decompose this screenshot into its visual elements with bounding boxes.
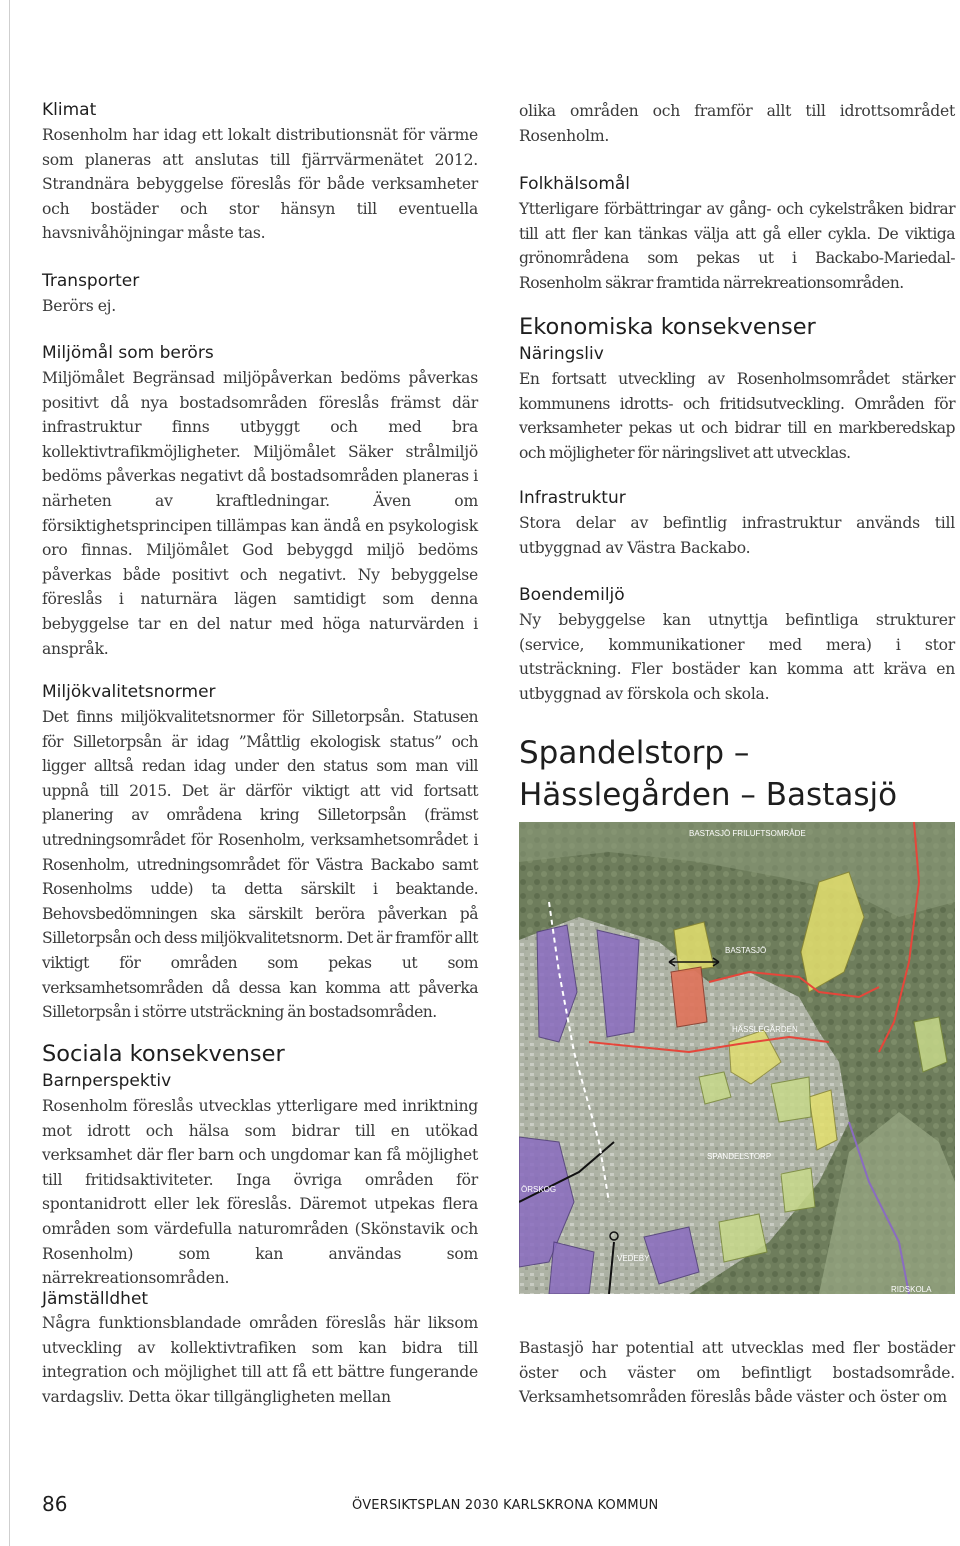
map-area-purple-4 — [549, 1242, 594, 1294]
text-bastasjo: Bastasjö har potential att utvecklas med fler bostäder öster och väster om befintligt bostadsområde. Verksamhetsområden föreslås både väster och öster om — [519, 1339, 955, 1407]
map-area-green-5 — [781, 1168, 815, 1212]
heading-infrastruktur: Infrastruktur — [519, 488, 626, 508]
map-label-hasslegarden: HÄSSLEGÅRDEN — [732, 1025, 798, 1034]
page-number: 86 — [42, 1492, 68, 1516]
map-label-friluftsomrade: BASTASJÖ FRILUFTSOMRÅDE — [689, 829, 806, 838]
text-klimat: Rosenholm har idag ett lokalt distributionsnät för värme som planeras att anslutas till fjärrvärmenätet 2012. Strandnära bebyggelse föreslås för både verksamheter och bostäder och stor hänsyn till eventuella havsnivåhöjningar måste tas. — [42, 126, 478, 243]
heading-ekonomiska-konsekvenser: Ekonomiska konsekvenser — [519, 314, 816, 340]
map-label-spandelstorp: SPANDELSTORP — [707, 1152, 772, 1161]
text-barnperspektiv: Rosenholm föreslås utvecklas ytterligare med inriktning mot idrott och hälsa som bidrar till en utökad verksamhet där fler barn och ungdomar kan få möjlighet till fritidsaktiviteter. Inga övriga områden för spontanidrott eller lek föreslås. Däremot utpekas flera områden som värdefulla naturområden (Skönstavik och Rosenholm) som kan användas som närrekreationsområden. — [42, 1097, 478, 1288]
text-infrastruktur: Stora delar av befintlig infrastruktur används till utbyggnad av Västra Backabo. — [519, 514, 955, 557]
heading-miljokvalitetsnormer: Miljökvalitetsnormer — [42, 682, 216, 702]
heading-sociala-konsekvenser: Sociala konsekvenser — [42, 1041, 285, 1067]
text-miljokvalitetsnormer: Det finns miljökvalitetsnormer för Silletorpsån. Statusen för Silletorpsån är idag ”Måttlig ekologisk status” och ligger alltså redan idag under den status som man vill uppnå till 2015. Det är därför viktigt att vid fortsatt planering av områdena kring Silletorpsån (främst utredningsområdet för Rosenholm, verksamhetsområdet i Rosenholm, utredningsområdet för Västra Backabo samt Rosenholms udde) ta detta särskilt i beaktande. Behovsbedömningen ska särskilt beröra påverkan på Silletorpsån och dess miljökvalitetsnorm. Det är framför allt viktigt för områden som pekas ut som verksamhetsområden då dessa kan komma att påverka Silletorpsån i större utsträckning än bostadsområden. — [42, 708, 478, 1022]
text-jamstalldhet: Några funktionsblandade områden föreslås här liksom utveckling av kollektivtrafiken som kan bidra till integration och möjlighet till att få ett bättre fungerande vardagsliv. Detta ökar tillgängligheten mellan — [42, 1314, 478, 1406]
heading-klimat: Klimat — [42, 100, 97, 120]
heading-jamstalldhet: Jämställdhet — [42, 1289, 149, 1309]
map-label-orskog: ÖRSKOG — [521, 1185, 557, 1194]
map-label-bastasjo: BASTASJÖ — [725, 946, 767, 955]
text-naringsliv: En fortsatt utveckling av Rosenholmsområdet stärker kommunens idrotts- och fritidsutveckling. Områden för verksamheter pekas ut och bidrar till en markberedskap och möjligheter för näringslivet att utvecklas. — [519, 370, 955, 462]
heading-boendemiljo: Boendemiljö — [519, 585, 625, 605]
section-title-spandelstorp: Spandelstorp – Hässlegården – Bastasjö — [519, 735, 898, 813]
page-edge-line — [9, 0, 10, 1546]
heading-folkhalsomal: Folkhälsomål — [519, 174, 631, 194]
map-label-vedeby: VEDEBY — [617, 1254, 650, 1263]
map-label-ridskola: RIDSKOLA — [891, 1285, 932, 1294]
heading-transporter: Transporter — [42, 271, 140, 291]
area-map — [519, 822, 955, 1294]
footer-title: ÖVERSIKTSPLAN 2030 KARLSKRONA KOMMUN — [352, 1498, 659, 1513]
text-folkhalsomal: Ytterligare förbättringar av gång- och cykelstråken bidrar till att fler kan tänkas välja att gå eller cykla. De viktiga grönområdena som pekas ut i Backabo-Mariedal-Rosenholm säkrar framtida närrekreationsområden. — [519, 200, 955, 292]
subheading-barnperspektiv: Barnperspektiv — [42, 1071, 172, 1091]
text-miljomal: Miljömålet Begränsad miljöpåverkan bedöms påverkas positivt då nya bostadsområden föreslås främst där infrastruktur finns utbyggt och med bra kollektivtrafikmöjligheter. Miljömålet Säker strålmiljö bedöms påverkas negativt då bostadsområden planeras i närheten av kraftledningar. Även om försiktighetsprincipen tillämpas kan ändå en psykologisk oro finnas. Miljömålet God bebyggd miljö bedöms påverkas både positivt och negativt. Ny bebyggelse föreslås i naturnära lägen samtidigt som denna bebyggelse tar en del natur med höga naturvärden i anspråk. — [42, 369, 478, 658]
text-boendemiljo: Ny bebyggelse kan utnyttja befintliga strukturer (service, kommunikationer med mera) i stor utsträckning. Fler bostäder kan komma att kräva en utbyggnad av förskola och skola. — [519, 611, 955, 703]
text-continued: olika områden och framför allt till idrottsområdet Rosenholm. — [519, 102, 955, 145]
map-area-orange — [671, 967, 707, 1027]
heading-miljomal: Miljömål som berörs — [42, 343, 214, 363]
text-transporter: Berörs ej. — [42, 297, 116, 315]
map-svg — [519, 822, 955, 1294]
subheading-naringsliv: Näringsliv — [519, 344, 604, 364]
